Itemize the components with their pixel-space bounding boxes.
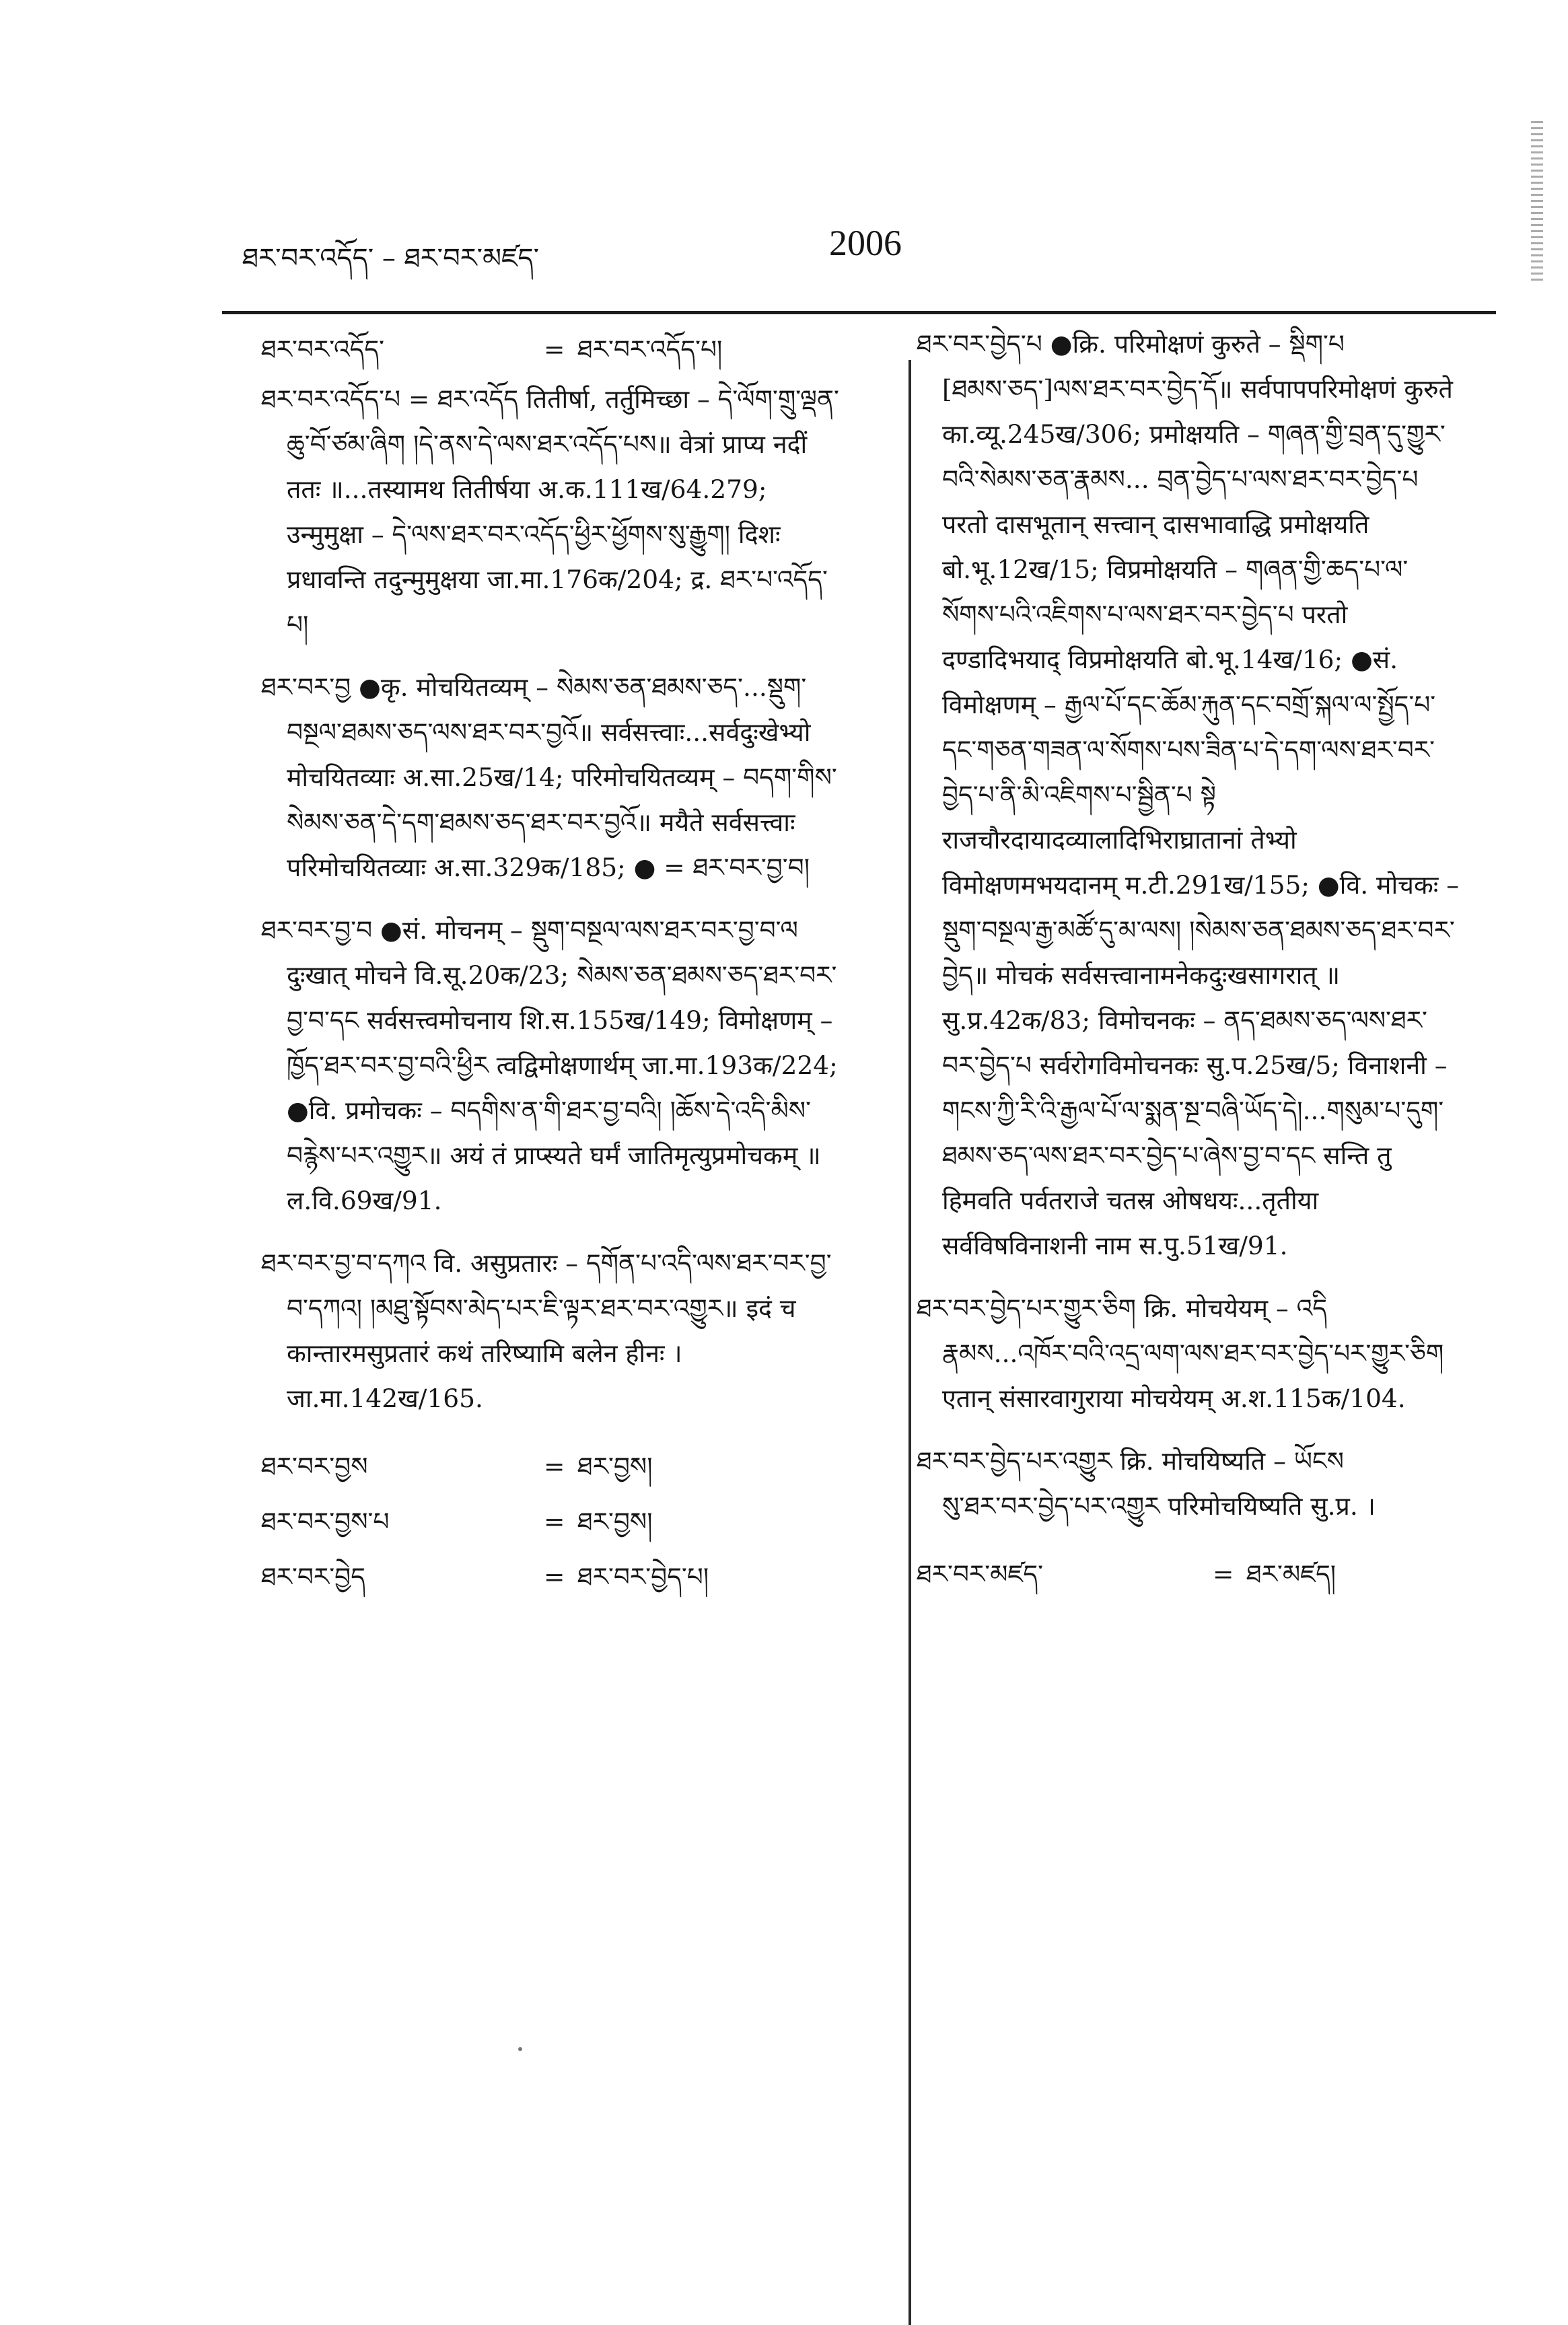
stray-mark — [518, 2047, 522, 2051]
scan-margin-specks — [1531, 121, 1543, 283]
xref-target: ཐར་མཛད། — [1246, 1559, 1337, 1589]
xref-entry — [261, 1549, 847, 1604]
entry-headline: ཐར་བར་བྱེད་པར་འགྱུར क्रि. मोचयिष्यति – ཡོངས — [917, 1446, 1344, 1476]
equals-sign: = — [544, 334, 565, 364]
entry-body: སུ་ཐར་བར་བྱེད་པར་འགྱུར परिमोचयिष्यति सु.प्र. । — [942, 1491, 1376, 1521]
xref-headword: ཐར་བར་བྱེད — [261, 1561, 365, 1591]
xref-target: ཐར་བྱས། — [577, 1451, 653, 1481]
xref-target: ཐར་བར་འདོད་པ། — [577, 334, 723, 364]
dictionary-entry: ཐར་བར་བྱ་བ ●सं. मोचनम् – སྡུག་བསྔལ་ལས་ཐར་བར་བྱ་བ་ལ दुःखात् मोचने वि.सू.20क/23; སེམས་ཅན་ཐམས་ཅད་ཐར་བར་བྱ་བ་དང सर्वसत्त्वमोचनाय शि.स.155ख/149; विमोक्षणम् – ཁྱོད་ཐར་བར་བྱ་བའི་ཕྱིར त्वद्विमोक्षणार्थम् जा.मा.193क/224; ●वि. प्रमोचकः – བདགིས་ན་གི་ཐར་བྱ་བའི། །ཆོས་དེ་འདི་མིས་བརྙེས་པར་འགྱུར॥ अयं तं प्राप्स्यते घर्मं जातिमृत्युप्रमोचकम् ॥ ल.वि.69ख/91. — [261, 915, 838, 1215]
xref-headword: ཐར་བར་བྱས — [261, 1451, 368, 1481]
dictionary-entry — [917, 1286, 1462, 1421]
xref-headword: ཐར་བར་འདོད་ — [261, 334, 384, 364]
xref-headword: ཐར་བར་བྱས་པ — [261, 1506, 390, 1536]
running-header: ཐར་བར་འདོད་ – ཐར་བར་མཛད་ — [242, 243, 540, 274]
entry-body: [ཐམས་ཅད་]ལས་ཐར་བར་བྱེད་དོ॥ सर्वपापपरिमोक्षणं कुरुते का.व्यू.245ख/306; प्रमोक्षयति – གཞན་གྱི་བྲན་དུ་གྱུར་བའི་སེམས་ཅན་རྣམས... བྲན་བྱེད་པ་ལས་ཐར་བར་བྱེད་པ परतो दासभूतान् सत्त्वान् दासभावाद्धि प्रमोक्षयति बो.भू.12ख/15; विप्रमोक्षयति – གཞན་གྱི་ཆད་པ་ལ་སོགས་པའི་འཇིགས་པ་ལས་ཐར་བར་བྱེད་པ परतो दण्डादिभयाद् विप्रमोक्षयति बो.भू.14ख/16; ●सं. विमोक्षणम् – རྒྱལ་པོ་དང་ཆོམ་རྐུན་དང་བགྲོ་སྐལ་ལ་སྤྱོད་པ་དང་གཅན་གཟན་ལ་སོགས་པས་ཟིན་པ་དེ་དག་ལས་ཐར་བར་བྱེད་པ་ནི་མི་འཇིགས་པ་སྦྱིན་པ སྟེ राजचौरदायादव्यालादिभिराघ्रातानां तेभ्यो विमोक्षणमभयदानम् म.टी.291ख/155; ●वि. मोचकः – སྡུག་བསྔལ་རྒྱ་མཚོ་དུ་མ་ལས། །སེམས་ཅན་ཐམས་ཅད་ཐར་བར་བྱེད॥ मोचकं सर्वसत्त्वानामनेकदुःखसागरात् ॥ सु.प्र.42क/83; विमोचनकः – ནད་ཐམས་ཅད་ལས་ཐར་བར་བྱེད་པ सर्वरोगविमोचनकः सु.प.25ख/5; विनाशनी – གངས་ཀྱི་རི་འི་རྒྱལ་པོ་ལ་སྨན་སྔ་བཞི་ཡོད་དེ།...གསུམ་པ་དུག་ཐམས་ཅད་ལས་ཐར་བར་བྱེད་པ་ཞེས་བྱ་བ་དང सन्ति तु हिमवति पर्वतराजे चतस्र ओषधयः...तृतीया सर्वविषविनाशनी नाम स.पु.51ख/91. — [942, 374, 1460, 1260]
equals-sign: = — [1213, 1559, 1234, 1589]
xref-entry — [261, 322, 847, 377]
xref-target: ཐར་བྱས། — [577, 1506, 653, 1536]
dictionary-entry — [917, 322, 1462, 1268]
header-rule — [222, 311, 1496, 314]
xref-entry — [261, 1494, 847, 1549]
dictionary-entry: ཐར་བར་བྱ་བ་དཀའ वि. असुप्रतारः – དགོན་པ་འདི་ལས་ཐར་བར་བྱ་བ་དཀའ། །མཐུ་སྟོབས་མེད་པར་ཇི་ལྟར་ཐར་བར་འགྱུར॥ इदं च कान्तारमसुप्रतारं कथं तरिष्यामि बलेन हीनः । जा.मा.142ख/165. — [261, 1248, 832, 1413]
right-column — [917, 322, 1462, 1602]
entry-headline: ཐར་བར་བྱེད་པ ●क्रि. परिमोक्षणं कुरुते – སྡིག་པ — [917, 329, 1345, 359]
dictionary-entry — [917, 1439, 1462, 1529]
equals-sign: = — [544, 1561, 565, 1591]
xref-target: ཐར་བར་བྱེད་པ། — [577, 1561, 709, 1591]
left-column — [261, 322, 847, 1604]
dictionary-entry: ཐར་བར་འདོད་པ = ཐར་འདོད तितीर्षा, तर्तुमिच्छा – དེ་ལོག་གྲུ་ལྡན་ཆུ་བོ་ཙམ་ཞིག །དེ་ནས་དེ་ལས་ཐར་འདོད་པས॥ वेत्रां प्राप्य नदीं ततः ॥...तस्यामथ तितीर्षया अ.क.111ख/64.279; उन्मुमुक्षा – དེ་ལས་ཐར་བར་འདོད་ཕྱིར་ཕྱོགས་སུ་རྒྱུག། दिशः प्रधावन्ति तदुन्मुमुक्षया जा.मा.176क/204; द्र. ཐར་པ་འདོད་པ། — [261, 384, 839, 639]
dictionary-entry: ཐར་བར་བྱ ●कृ. मोचयितव्यम् – སེམས་ཅན་ཐམས་ཅད་...སྡུག་བསྔལ་ཐམས་ཅད་ལས་ཐར་བར་བྱའོ॥ सर्वसत्त्वाः...सर्वदुःखेभ्यो मोचयितव्याः अ.सा.25ख/14; परिमोचयितव्यम् – བདག་གིས་སེམས་ཅན་དེ་དག་ཐམས་ཅད་ཐར་བར་བྱའོ॥ मयैते सर्वसत्त्वाः परिमोचयितव्याः अ.सा.329क/185; ● = ཐར་བར་བྱ་བ། — [261, 672, 837, 882]
equals-sign: = — [544, 1506, 565, 1536]
xref-entry — [261, 1439, 847, 1494]
entry-body: རྣམས...འཁོར་བའི་འདྲ་ལག་ལས་ཐར་བར་བྱེད་པར་གྱུར་ཅིག एतान् संसारवागुराया मोचयेयम् अ.श.115क/104. — [942, 1338, 1444, 1413]
xref-headword: ཐར་བར་མཛད་ — [917, 1559, 1043, 1589]
equals-sign: = — [544, 1451, 565, 1481]
page-number: 2006 — [829, 223, 902, 263]
entry-headline: ཐར་བར་བྱེད་པར་གྱུར་ཅིག क्रि. मोचयेयम् – འདི — [917, 1293, 1328, 1323]
xref-entry — [917, 1546, 1462, 1602]
column-divider — [908, 360, 911, 2325]
